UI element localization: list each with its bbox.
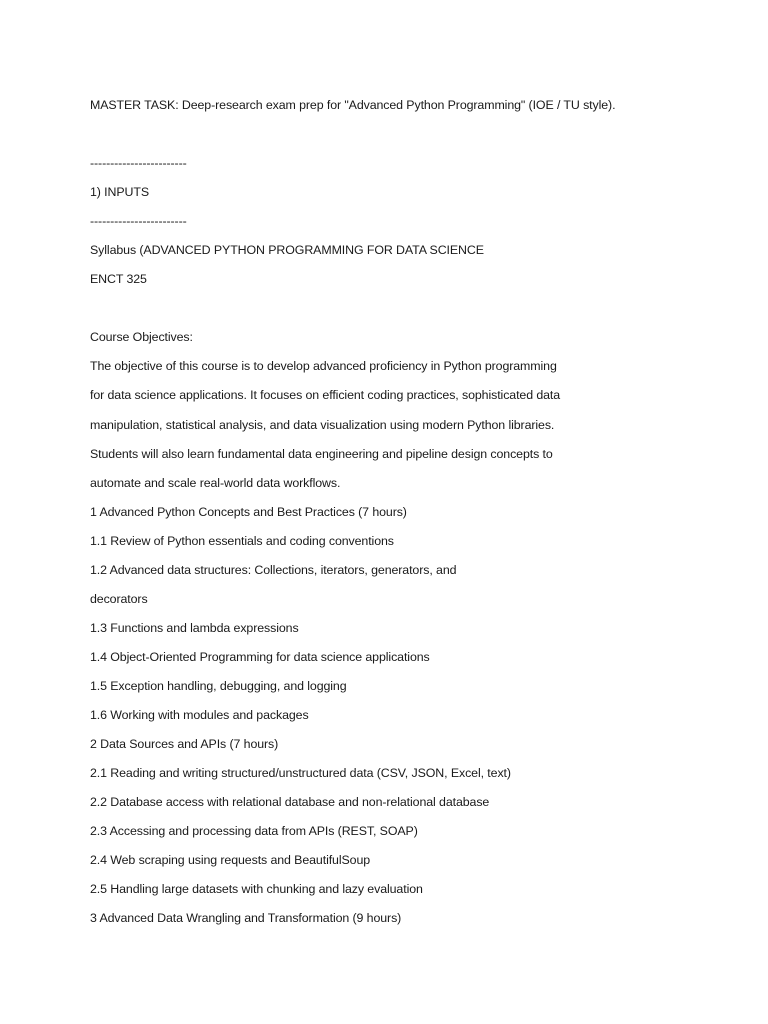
section-heading: 1) INPUTS <box>90 185 149 200</box>
blank-line <box>90 294 690 323</box>
topic-item: 1.4 Object-Oriented Programming for data science applications <box>90 649 430 664</box>
section-divider: ------------------------ <box>90 156 187 171</box>
unit-heading: 2 Data Sources and APIs (7 hours) <box>90 737 279 752</box>
unit-heading: 1 Advanced Python Concepts and Best Practices (7 hours) <box>90 504 407 519</box>
topic-item: 2.4 Web scraping using requests and BeautifulSoup <box>90 853 371 868</box>
syllabus-title: Syllabus (ADVANCED PYTHON PROGRAMMING FOR DATA SCIENCE <box>90 243 484 258</box>
task-title: MASTER TASK: Deep-research exam prep for "Advanced Python Programming" (IOE / TU style). <box>90 98 616 112</box>
topic-item: 1.1 Review of Python essentials and coding conventions <box>90 533 394 548</box>
topic-item: 1.6 Working with modules and packages <box>90 707 309 722</box>
unit-heading: 3 Advanced Data Wrangling and Transformation (9 hours) <box>90 911 402 926</box>
topic-item: 2.1 Reading and writing structured/unstructured data (CSV, JSON, Excel, text) <box>90 766 511 781</box>
topic-item: 2.5 Handling large datasets with chunking and lazy evaluation <box>90 882 423 897</box>
topic-item: 2.2 Database access with relational database and non-relational database <box>90 795 490 810</box>
topic-item-continuation: decorators <box>90 591 148 606</box>
objectives-text-line: manipulation, statistical analysis, and data visualization using modern Python libraries. <box>90 417 555 432</box>
course-code: ENCT 325 <box>90 272 147 287</box>
topic-item: 1.5 Exception handling, debugging, and logging <box>90 678 347 693</box>
objectives-heading: Course Objectives: <box>90 330 193 345</box>
blank-line <box>90 120 690 149</box>
topic-item: 2.3 Accessing and processing data from APIs (REST, SOAP) <box>90 824 418 839</box>
objectives-text-line: Students will also learn fundamental data engineering and pipeline design concepts to <box>90 446 553 461</box>
section-divider: ------------------------ <box>90 214 187 229</box>
objectives-text-line: The objective of this course is to develop advanced proficiency in Python programming <box>90 359 557 374</box>
topic-item: 1.2 Advanced data structures: Collections, iterators, generators, and <box>90 562 457 577</box>
objectives-text-line: for data science applications. It focuses on efficient coding practices, sophisticated data <box>90 388 561 403</box>
topic-item: 1.3 Functions and lambda expressions <box>90 620 299 635</box>
objectives-text-line: automate and scale real-world data workflows. <box>90 475 341 490</box>
document-body <box>90 91 690 933</box>
